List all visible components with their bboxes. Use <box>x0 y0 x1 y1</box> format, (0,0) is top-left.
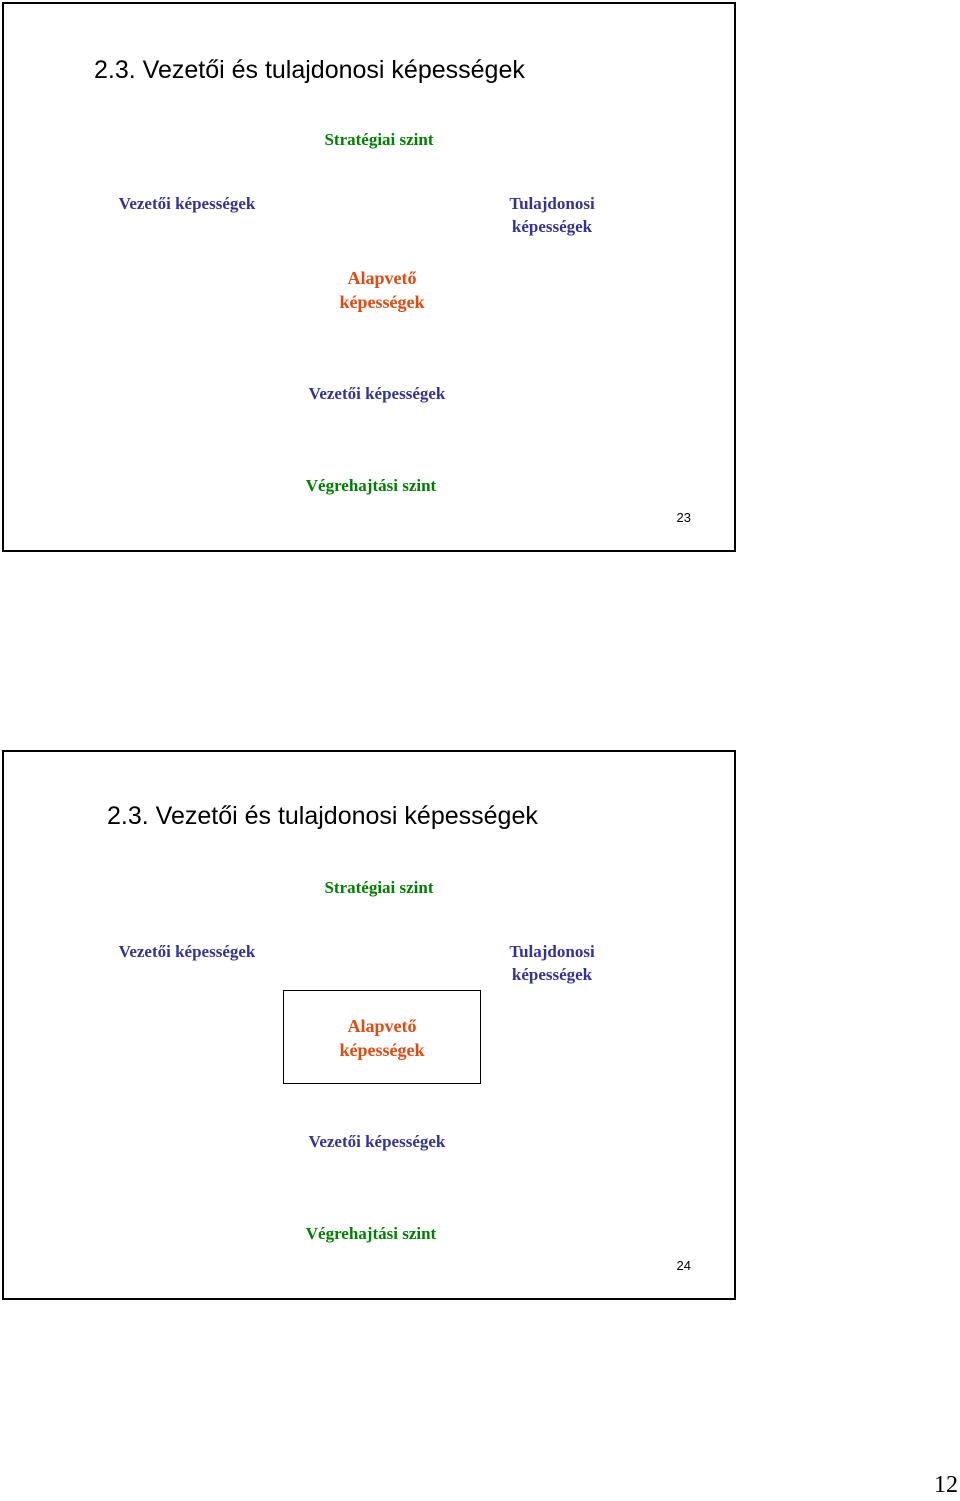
slide-24 <box>2 750 736 1300</box>
document-page-number: 12 <box>934 1472 958 1498</box>
slide-title: 2.3. Vezetői és tulajdonosi képességek <box>107 802 538 830</box>
owner-skills-label <box>492 192 612 238</box>
basic-skills-line1: Alapvető <box>347 1016 417 1036</box>
owner-skills-line2: képességek <box>511 217 593 236</box>
basic-skills-label <box>318 266 446 314</box>
owner-skills-line1: Tulajdonosi <box>509 942 595 961</box>
leader-skills-middle-label: Vezetői képességek <box>308 384 446 403</box>
slide-23 <box>2 2 736 552</box>
basic-skills-label <box>318 1014 446 1062</box>
slide-page-number: 23 <box>676 510 691 525</box>
leader-skills-left-label: Vezetői képességek <box>118 942 256 961</box>
leader-skills-middle-label: Vezetői képességek <box>308 1132 446 1151</box>
strategic-level-label: Stratégiai szint <box>324 130 434 149</box>
owner-skills-label <box>492 940 612 986</box>
owner-skills-line1: Tulajdonosi <box>509 194 595 213</box>
strategic-level-label: Stratégiai szint <box>324 878 434 897</box>
basic-skills-line2: képességek <box>339 1040 425 1060</box>
execution-level-label: Végrehajtási szint <box>305 1224 437 1243</box>
basic-skills-line1: Alapvető <box>347 268 417 288</box>
leader-skills-left-label: Vezetői képességek <box>118 194 256 213</box>
slide-title: 2.3. Vezetői és tulajdonosi képességek <box>94 56 525 84</box>
slide-page-number: 24 <box>676 1258 691 1273</box>
execution-level-label: Végrehajtási szint <box>305 476 437 495</box>
basic-skills-line2: képességek <box>339 292 425 312</box>
owner-skills-line2: képességek <box>511 965 593 984</box>
